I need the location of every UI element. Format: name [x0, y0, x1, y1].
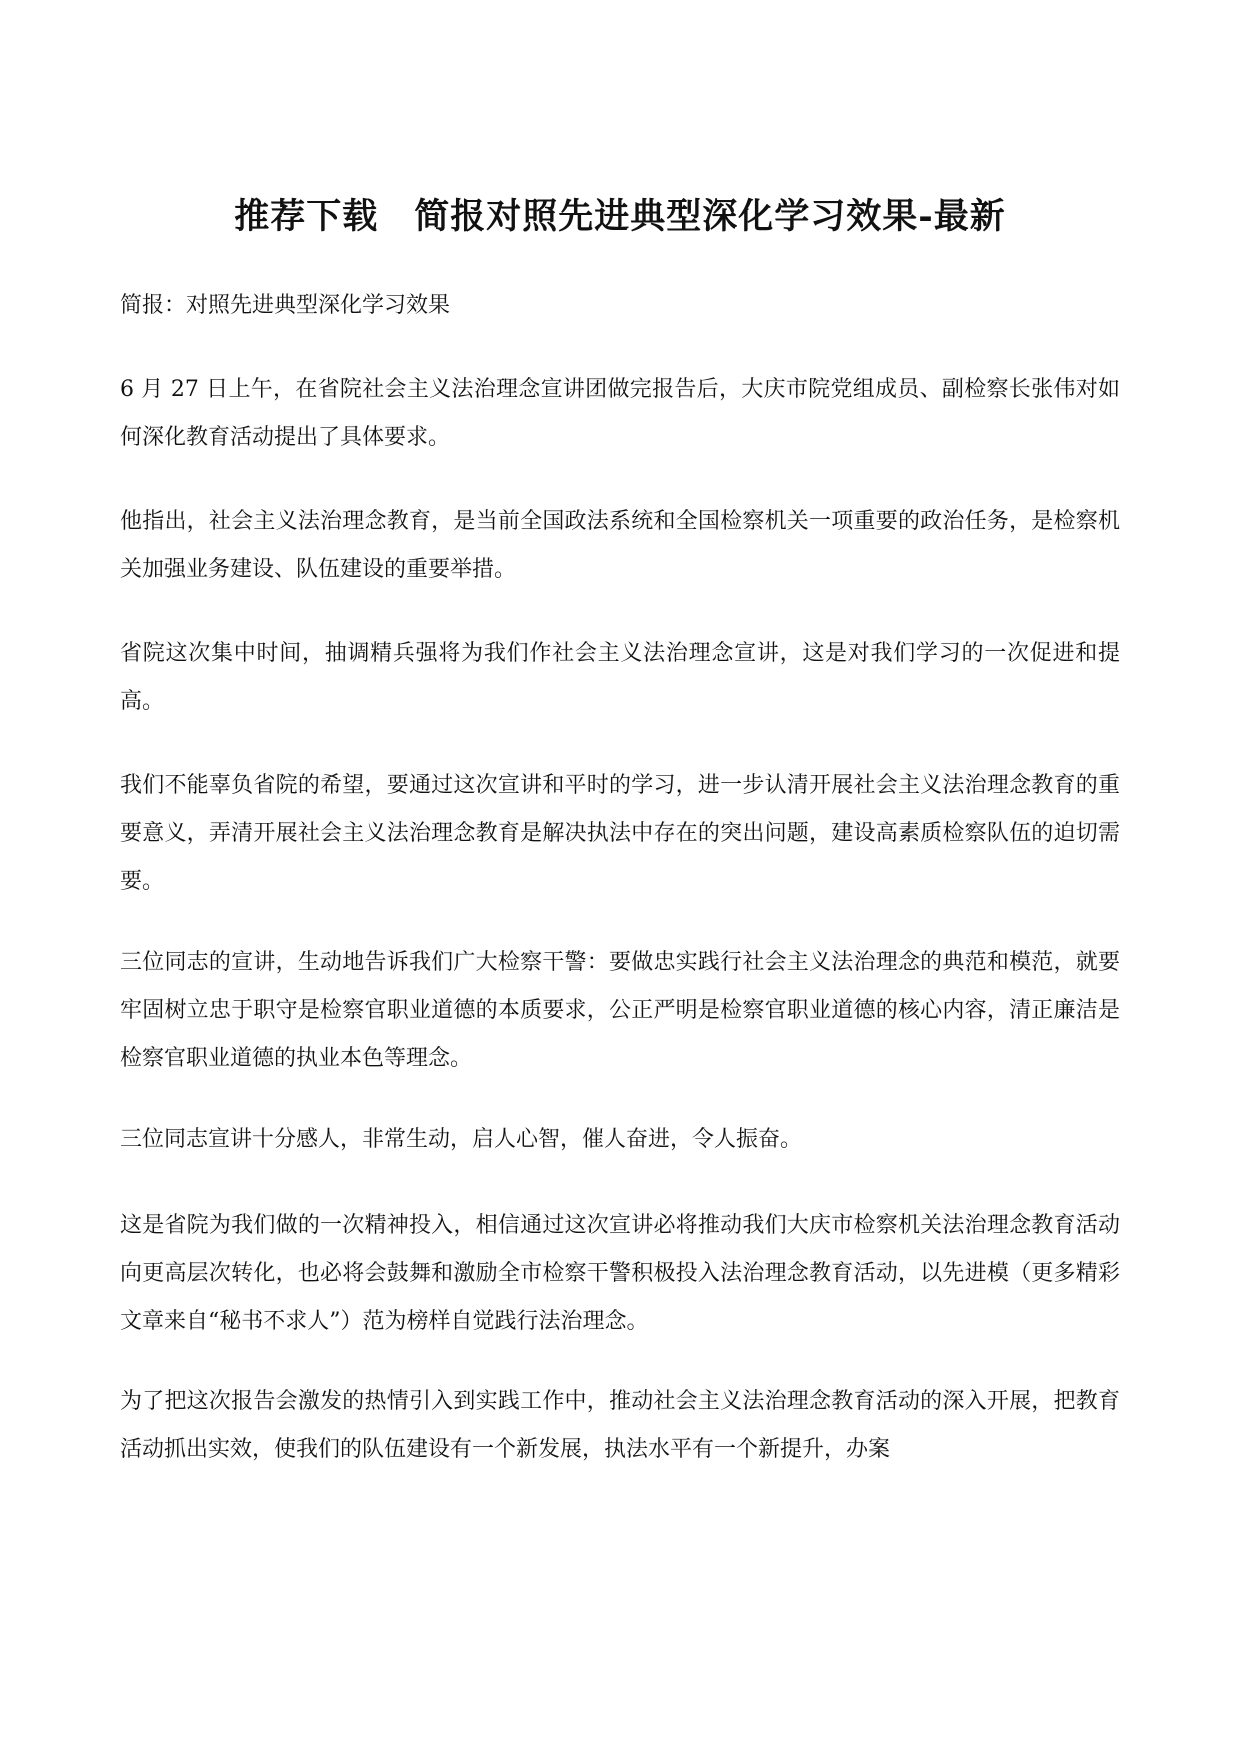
paragraph-1: 6 月 27 日上午，在省院社会主义法治理念宣讲团做完报告后，大庆市院党组成员、副检察长张伟对如何深化教育活动提出了具体要求。 [120, 377, 1120, 450]
paragraph-5: 三位同志的宣讲，生动地告诉我们广大检察干警：要做忠实践行社会主义法治理念的典范和模范，就要牢固树立忠于职守是检察官职业道德的本质要求，公正严明是检察官职业道德的核心内容，清正廉洁是检察官职业道德的执业本色等理念。 [120, 950, 1120, 1071]
paragraph-6: 三位同志宣讲十分感人，非常生动，启人心智，催人奋进，令人振奋。 [120, 1127, 803, 1152]
title-part-main: 简报对照先进典型深化学习效果-最新 [414, 196, 1006, 237]
paragraph-2: 他指出，社会主义法治理念教育，是当前全国政法系统和全国检察机关一项重要的政治任务，是检察机关加强业务建设、队伍建设的重要举措。 [120, 509, 1120, 582]
paragraph-3: 省院这次集中时间，抽调精兵强将为我们作社会主义法治理念宣讲，这是对我们学习的一次促进和提高。 [120, 641, 1120, 714]
title-part-recommend: 推荐下载 [234, 196, 379, 237]
paragraph-4: 我们不能辜负省院的希望，要通过这次宣讲和平时的学习，进一步认清开展社会主义法治理念教育的重要意义，弄清开展社会主义法治理念教育是解决执法中存在的突出问题，建设高素质检察队伍的迫切需要。 [120, 773, 1120, 894]
document-subtitle: 简报：对照先进典型深化学习效果 [120, 293, 451, 318]
document-title [0, 193, 1240, 241]
paragraph-8: 为了把这次报告会激发的热情引入到实践工作中，推动社会主义法治理念教育活动的深入开展，把教育活动抓出实效，使我们的队伍建设有一个新发展，执法水平有一个新提升，办案 [120, 1389, 1120, 1462]
paragraph-7: 这是省院为我们做的一次精神投入，相信通过这次宣讲必将推动我们大庆市检察机关法治理念教育活动向更高层次转化，也必将会鼓舞和激励全市检察干警积极投入法治理念教育活动，以先进模（更多精彩文章来自“秘书不求人”）范为榜样自觉践行法治理念。 [120, 1213, 1120, 1334]
